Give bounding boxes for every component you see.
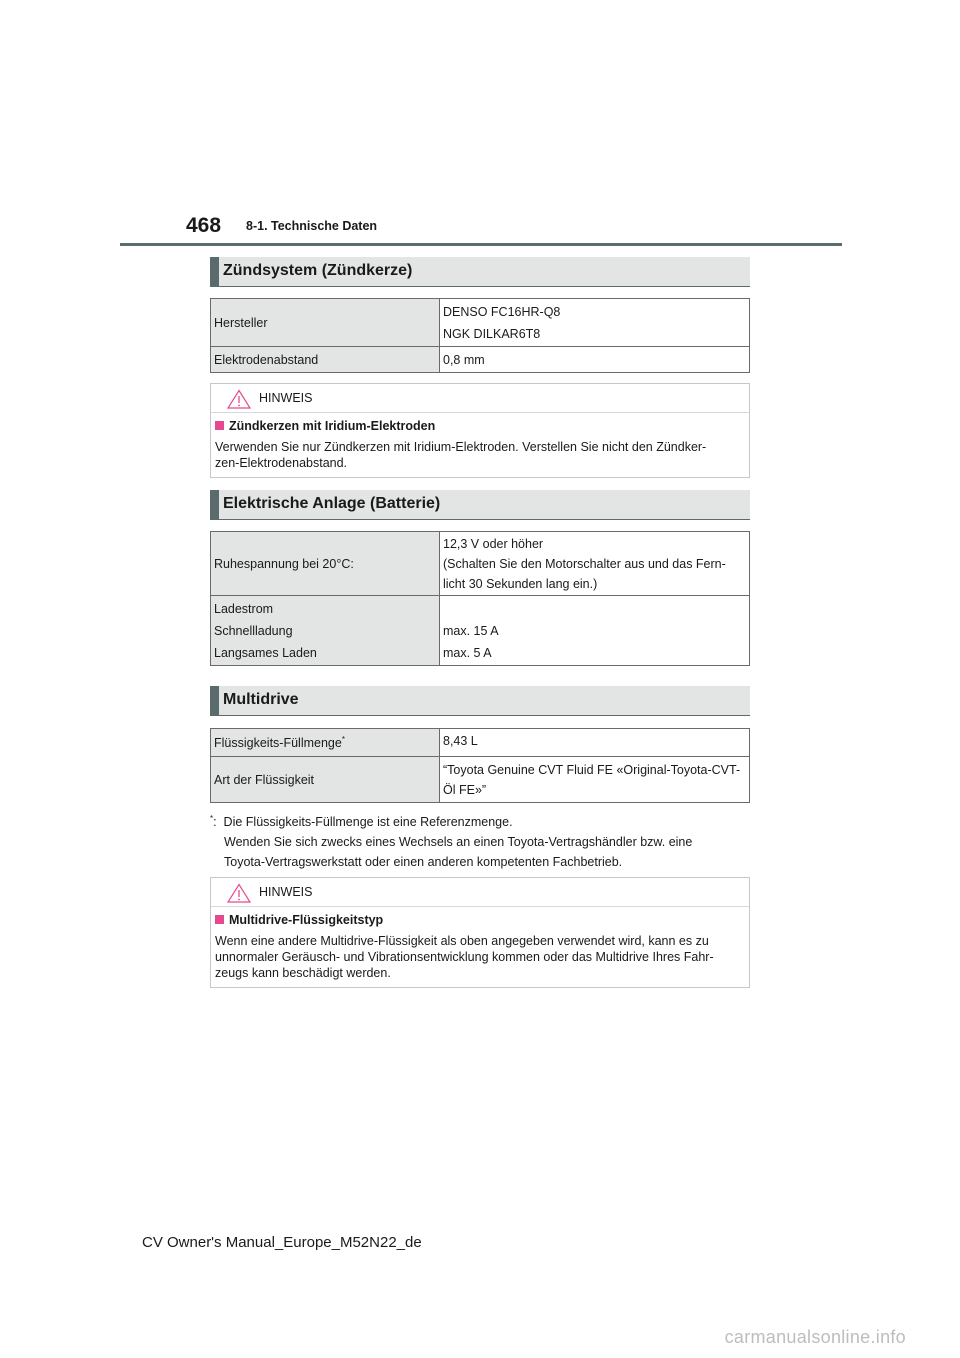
section-title-ignition: Zündsystem (Zündkerze) [223, 262, 413, 279]
section-heading-ignition [210, 257, 750, 287]
table-row [211, 757, 750, 803]
section-heading-multidrive [210, 686, 750, 716]
footnote-line: *: Die Flüssigkeits-Füllmenge ist eine Referenzmenge. [210, 814, 513, 830]
notice-text-line: zen-Elektrodenabstand. [215, 456, 348, 470]
notice-header [211, 878, 749, 907]
notice-body [211, 907, 749, 987]
value-line: (Schalten Sie den Motorschalter aus und das Fern- [443, 556, 726, 571]
header-rule [120, 243, 842, 246]
notice-title [215, 912, 744, 928]
notice-text-line: Wenn eine andere Multidrive-Flüssigkeit als oben angegeben verwendet wird, kann es zu [215, 934, 709, 948]
footnote-marker: * [210, 814, 214, 823]
section-title-multidrive: Multidrive [223, 691, 299, 708]
warning-icon [227, 389, 251, 409]
notice-text-line: zeugs kann beschädigt werden. [215, 966, 391, 980]
value-line: NGK DILKAR6T8 [443, 326, 541, 341]
page-footer: CV Owner's Manual_Europe_M52N22_de [142, 1234, 422, 1251]
chapter-title: 8-1. Technische Daten [246, 219, 378, 233]
footnote-line: Toyota-Vertragswerkstatt oder einen anderen kompetenten Fachbetrieb. [224, 855, 623, 870]
value-line: 12,3 V oder höher [443, 536, 544, 551]
table-value-cell [440, 299, 750, 347]
value-line: max. 5 A [443, 645, 492, 660]
ignition-table [210, 298, 750, 373]
label-line: Langsames Laden [214, 645, 317, 660]
notice-label: HINWEIS [259, 391, 313, 405]
table-row [211, 347, 750, 373]
table-value-cell [440, 757, 750, 803]
notice-label: HINWEIS [259, 885, 313, 899]
label-line: Ladestrom [214, 601, 274, 616]
multidrive-table [210, 728, 750, 803]
footnote-marker: * [341, 734, 345, 744]
bullet-square-icon [215, 915, 224, 924]
notice-title-text: Zündkerzen mit Iridium-Elektroden [229, 419, 436, 433]
notice-title-text: Multidrive-Flüssigkeitstyp [229, 913, 384, 927]
footnote [210, 809, 750, 872]
table-label-cell: Art der Flüssigkeit [211, 757, 440, 803]
table-label-cell [211, 729, 440, 757]
notice-box [210, 877, 750, 988]
table-value-cell [440, 596, 750, 666]
notice-body [211, 413, 749, 477]
value-line: Öl FE»” [443, 782, 487, 797]
value-line: DENSO FC16HR-Q8 [443, 304, 561, 319]
bullet-square-icon [215, 421, 224, 430]
footnote-line: Wenden Sie sich zwecks eines Wechsels an einen Toyota-Vertragshändler bzw. eine [224, 835, 693, 850]
table-value-cell: 8,43 L [440, 729, 750, 757]
value-line [443, 598, 746, 620]
table-row [211, 532, 750, 596]
table-label-cell: Elektrodenabstand [211, 347, 440, 373]
section-title-battery: Elektrische Anlage (Batterie) [223, 495, 441, 512]
notice-header [211, 384, 749, 413]
table-label-cell [211, 596, 440, 666]
value-line: “Toyota Genuine CVT Fluid FE «Original-Toyota-CVT- [443, 762, 741, 777]
footnote-text: Die Flüssigkeits-Füllmenge ist eine Referenzmenge. [223, 815, 513, 830]
table-value-cell [440, 532, 750, 596]
label-text: Flüssigkeits-Füllmenge [214, 736, 342, 751]
table-value-cell: 0,8 mm [440, 347, 750, 373]
label-line: Schnellladung [214, 623, 293, 638]
value-line: max. 15 A [443, 623, 499, 638]
value-line: licht 30 Sekunden lang ein.) [443, 576, 598, 591]
table-label-cell: Ruhespannung bei 20°C: [211, 532, 440, 596]
battery-table [210, 531, 750, 666]
section-heading-battery [210, 490, 750, 520]
warning-icon [227, 883, 251, 903]
notice-box [210, 383, 750, 478]
notice-text-line: unnormaler Geräusch- und Vibrationsentwicklung kommen oder das Multidrive Ihres Fahr- [215, 950, 714, 964]
notice-title [215, 418, 744, 434]
page-number: 468 [186, 214, 222, 237]
notice-text-line: Verwenden Sie nur Zündkerzen mit Iridium-Elektroden. Verstellen Sie nicht den Zündker- [215, 440, 707, 454]
table-row [211, 596, 750, 666]
table-label-cell: Hersteller [211, 299, 440, 347]
watermark: carmanualsonline.info [724, 1327, 906, 1347]
table-row [211, 299, 750, 347]
table-row [211, 729, 750, 757]
